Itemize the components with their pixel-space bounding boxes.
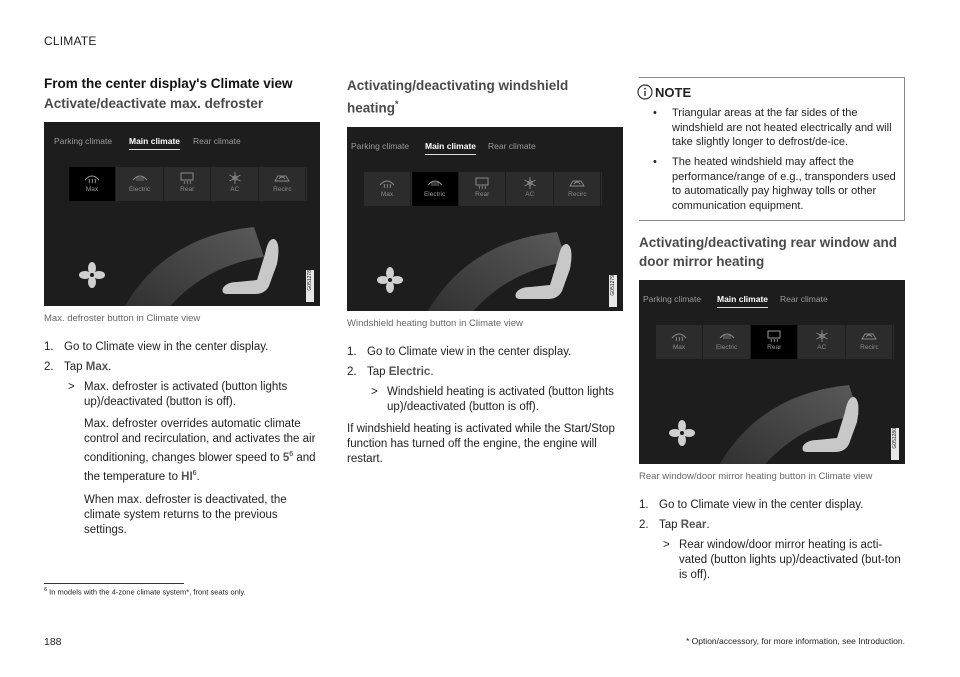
climate-button-electric[interactable]	[704, 325, 751, 359]
climate-button-rear[interactable]	[164, 167, 211, 201]
climate-button-max[interactable]	[69, 167, 116, 201]
button-label: Max	[672, 344, 686, 351]
defroster-detail-2: When max. defroster is deactivated, the climate system returns to the previous settings.	[84, 493, 287, 536]
page-number: 188	[44, 636, 62, 648]
climate-button-ac[interactable]	[212, 167, 259, 201]
fan-icon	[79, 262, 105, 288]
step-2: 2. Tap Electric.	[347, 365, 434, 378]
button-label: Rear	[180, 186, 195, 193]
subsection-heading: Activate/deactivate max. defroster	[44, 96, 264, 111]
figure-caption: Max. defroster button in Climate view	[44, 313, 201, 324]
button-label: Recirc	[273, 186, 292, 193]
tab-rear-climate: Rear climate	[193, 136, 241, 146]
climate-button-max[interactable]	[364, 172, 411, 206]
climate-view-illustration	[347, 127, 623, 311]
seat-icon	[512, 239, 582, 309]
button-label: Electric	[715, 344, 738, 351]
climate-button-row	[656, 325, 894, 359]
climate-view-illustration	[44, 122, 320, 306]
climate-tabs	[347, 139, 623, 159]
tab-rear-climate: Rear climate	[488, 140, 536, 151]
button-name: Rear	[680, 519, 707, 531]
figure-caption: Windshield heating button in Climate view	[347, 317, 523, 329]
button-label: Electric	[423, 190, 446, 198]
climate-button-rear[interactable]	[459, 172, 506, 206]
max-icon	[379, 176, 395, 190]
button-label: Recirc	[568, 190, 587, 198]
recirc-icon	[861, 329, 877, 343]
climate-button-max[interactable]	[656, 325, 703, 359]
subsection-heading: Activating/deactivating windshield heating*	[347, 78, 569, 116]
max-icon	[671, 329, 687, 343]
climate-button-ac[interactable]	[507, 172, 554, 206]
figure-code: G051278	[306, 270, 314, 302]
rear-icon	[474, 176, 490, 190]
ac-icon	[522, 176, 538, 190]
step-1: 1. Go to Climate view in the center display.	[44, 341, 269, 353]
button-label: Max	[380, 190, 394, 198]
max-icon	[84, 171, 100, 185]
button-label: AC	[817, 344, 827, 351]
section-header: CLIMATE	[44, 34, 97, 48]
fan-icon	[669, 420, 695, 446]
rear-icon	[179, 171, 195, 185]
figure-code: G051279	[609, 275, 617, 307]
climate-tabs	[639, 292, 905, 312]
tab-rear-climate: Rear climate	[780, 294, 828, 304]
electric-icon	[132, 171, 148, 185]
climate-button-electric[interactable]	[412, 172, 459, 206]
climate-view-illustration	[639, 280, 905, 464]
rear-icon	[766, 329, 782, 343]
defroster-detail: Max. defroster overrides automatic climate control and recirculation, and activates the air conditioning, changes blower speed to $5^6$ and the temperature to $HI^6$.	[84, 418, 316, 483]
option-note: * Option/accessory, for more information, see Introduction.	[685, 636, 905, 646]
note-title: NOTE	[655, 85, 692, 100]
subsection-heading: Activating/deactivating rear window and door mirror heating	[639, 235, 898, 269]
note-bullet: • Triangular areas at the far sides of the windshield are not heated electrically and will take slightly longer to defrost/de-ice.	[653, 107, 892, 148]
seat-icon	[799, 392, 869, 462]
recirc-icon	[569, 176, 585, 190]
step-result: > Max. defroster is activated (button lights up)/deactivated (button is off).	[68, 381, 288, 408]
climate-button-row	[69, 167, 307, 201]
step-1: 1. Go to Climate view in the center display.	[639, 499, 864, 511]
fan-icon	[377, 267, 403, 293]
tab-parking-climate: Parking climate	[351, 140, 410, 151]
climate-button-electric[interactable]	[117, 167, 164, 201]
step-2: 2. Tap Max.	[44, 361, 112, 373]
tab-main-climate: Main climate	[425, 141, 476, 155]
ac-icon	[227, 171, 243, 185]
climate-button-rear[interactable]	[751, 325, 798, 359]
seat-icon	[219, 234, 289, 304]
button-label: Max	[85, 186, 99, 193]
button-label: Electric	[128, 186, 151, 193]
button-label: Recirc	[860, 344, 879, 351]
note-bullet: • The heated windshield may affect the performance/range of e.g., transponders used to automatically pay highway tolls or other communication equipment.	[653, 156, 896, 212]
section-heading: From the center display's Climate view	[44, 76, 293, 91]
column-windshield-heating	[347, 76, 623, 467]
climate-tabs	[44, 134, 320, 154]
climate-button-recirc[interactable]	[554, 172, 601, 206]
recirc-icon	[274, 171, 290, 185]
column-rear-window-heating	[639, 233, 905, 590]
button-label: AC	[230, 186, 240, 193]
button-name: Max	[85, 361, 109, 373]
tab-parking-climate: Parking climate	[54, 136, 113, 146]
figure-code: G051280	[891, 428, 899, 460]
climate-button-ac[interactable]	[799, 325, 846, 359]
ac-icon	[814, 329, 830, 343]
step-result: > Windshield heating is activated (button lights up)/deactivated (button is off).	[371, 385, 614, 413]
button-label: AC	[525, 190, 535, 198]
footnote-rule	[44, 583, 184, 584]
button-label: Rear	[767, 344, 782, 351]
note-box	[639, 77, 905, 221]
electric-icon	[719, 329, 735, 343]
tab-main-climate: Main climate	[129, 136, 180, 150]
electric-icon	[427, 176, 443, 190]
button-name: Electric	[388, 365, 431, 378]
footnote: $^6$ In models with the 4-zone climate system*, front seats only.	[44, 587, 246, 597]
step-result: > Rear window/door mirror heating is acti-vated (button lights up)/deactivated (but-ton is off).	[663, 539, 901, 581]
restart-note: If windshield heating is activated while the Start/Stop function has turned off the engine, the engine will restart.	[347, 422, 615, 465]
tab-parking-climate: Parking climate	[643, 294, 702, 304]
info-icon	[637, 84, 653, 100]
tab-main-climate: Main climate	[717, 294, 768, 308]
figure-caption: Rear window/door mirror heating button in Climate view	[639, 471, 873, 482]
climate-button-row	[364, 172, 602, 206]
column-max-defroster	[44, 76, 320, 546]
step-2: 2. Tap Rear.	[639, 519, 710, 531]
step-1: 1. Go to Climate view in the center display.	[347, 345, 572, 358]
climate-button-recirc[interactable]	[846, 325, 893, 359]
climate-button-recirc[interactable]	[259, 167, 306, 201]
button-label: Rear	[475, 190, 490, 198]
